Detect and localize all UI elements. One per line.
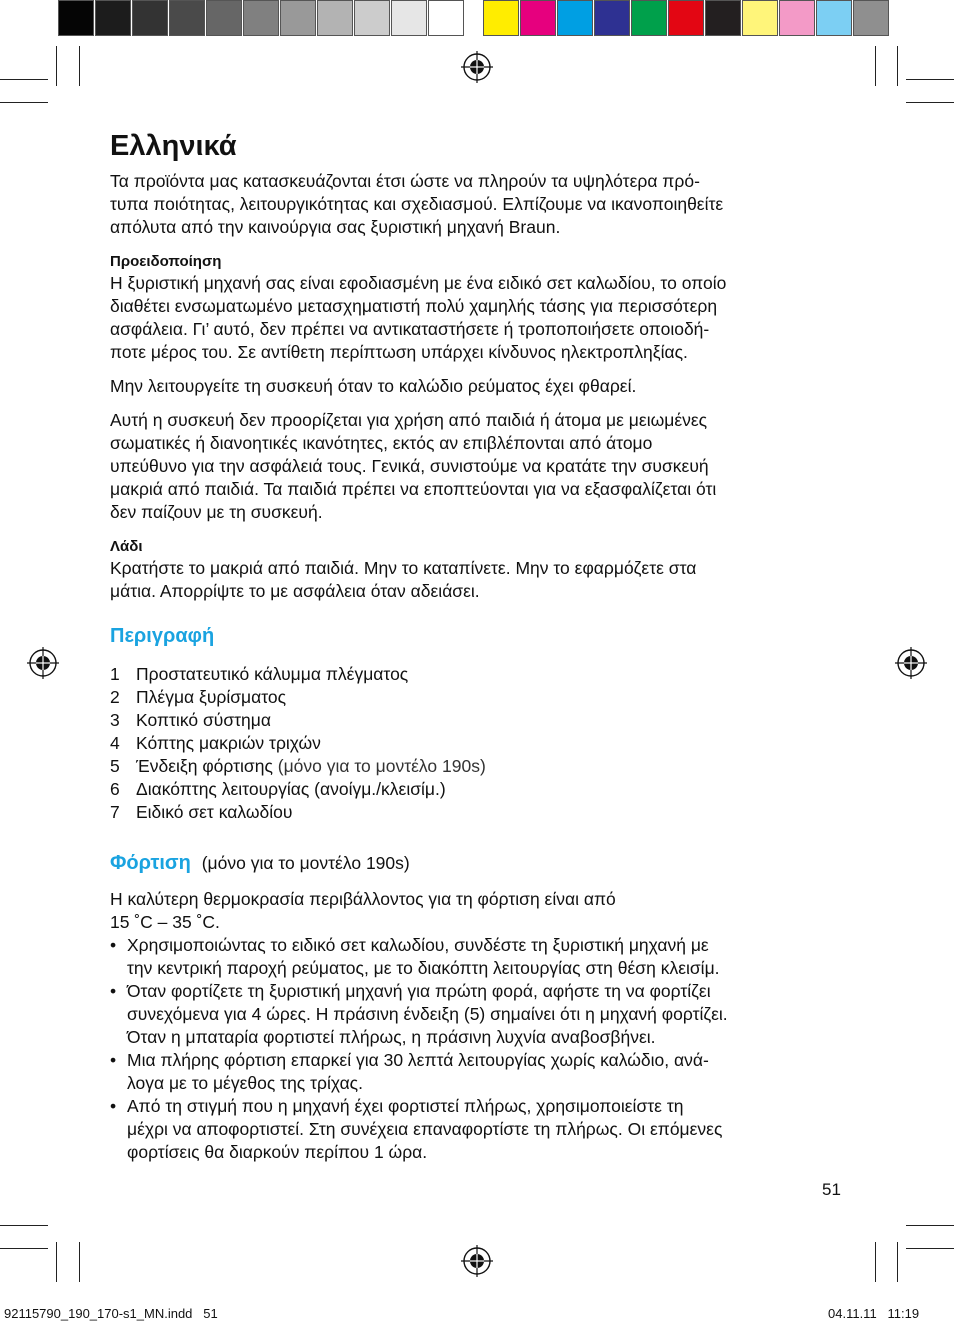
text-line: Όταν φορτίζετε τη ξυριστική μηχανή για πρώτη φορά, αφήστε τη να φορτίζει — [127, 981, 711, 1001]
page-title: Ελληνικά — [110, 130, 237, 162]
color-swatch — [779, 0, 815, 36]
text-line: Κρατήστε το μακριά από παιδιά. Μην το καταπίνετε. Μην το εφαρμόζετε στα — [110, 558, 697, 578]
bullet-icon: • — [110, 1050, 117, 1070]
crop-mark — [79, 46, 80, 86]
text-line: Χρησιμοποιώντας το ειδικό σετ καλωδίου, συνδέστε τη ξυριστική μηχανή με — [127, 935, 709, 955]
item-note: (μόνο για το μοντέλο 190s) — [277, 756, 486, 776]
bullet-icon: • — [110, 1096, 117, 1116]
crop-mark — [0, 1225, 48, 1226]
text-line: φορτίσεις θα διαρκούν περίπου 1 ώρα. — [127, 1142, 428, 1162]
item-number: 5 — [110, 756, 120, 776]
text-line: απόλυτα από την καινούργια σας ξυριστική μηχανή Braun. — [110, 217, 561, 237]
text-line: Τα προϊόντα μας κατασκευάζονται έτσι ώστε να πληρούν τα υψηλότερα πρό- — [110, 171, 700, 191]
registration-mark-icon — [27, 647, 59, 679]
item-number: 7 — [110, 802, 120, 822]
list-item — [110, 686, 850, 709]
color-swatch — [317, 0, 353, 36]
bullet-item — [110, 980, 850, 1049]
crop-mark — [897, 46, 898, 86]
list-item — [110, 801, 850, 824]
color-calibration-bar — [483, 0, 890, 38]
color-swatch — [631, 0, 667, 36]
item-number: 6 — [110, 779, 120, 799]
charging-heading-row — [110, 850, 850, 876]
slug-timestamp: 04.11.11 11:19 — [828, 1306, 920, 1321]
color-swatch — [95, 0, 131, 36]
bullet-item — [110, 1095, 850, 1164]
text-line: ασφάλεια. Γι’ αυτό, δεν πρέπει να αντικαταστήσετε ή τροποποιήσετε οποιοδή- — [110, 319, 710, 339]
item-text: Κοπτικό σύστημα — [136, 710, 271, 730]
crop-mark — [79, 1242, 80, 1282]
item-text: Διακόπτης λειτουργίας (ανοίγμ./κλεισίμ.) — [136, 779, 446, 799]
item-text — [136, 755, 486, 778]
item-number: 1 — [110, 664, 120, 684]
charging-heading: Φόρτιση — [110, 852, 191, 874]
list-item — [110, 778, 850, 801]
oil-heading: Λάδι — [110, 538, 143, 555]
text-line: διαθέτει ενσωματωμένο μετασχηματιστή πολύ χαμηλής τάσης για περισσότερη — [110, 296, 718, 316]
item-text: Κόπτης μακριών τριχών — [136, 733, 321, 753]
item-number: 4 — [110, 733, 120, 753]
oil-paragraph — [110, 557, 850, 603]
bullet-icon: • — [110, 981, 117, 1001]
item-number: 3 — [110, 710, 120, 730]
crop-mark — [0, 1248, 48, 1249]
crop-mark — [56, 46, 57, 86]
list-item — [110, 755, 850, 778]
bullet-icon: • — [110, 935, 117, 955]
registration-mark-icon — [461, 1245, 493, 1277]
list-item — [110, 732, 850, 755]
description-heading: Περιγραφή — [110, 625, 215, 647]
text-line: την κεντρική παροχή ρεύματος, με το διακόπτη λειτουργίας στη θέση κλεισίμ. — [127, 958, 720, 978]
charging-section — [110, 850, 850, 1164]
grayscale-calibration-bar — [58, 0, 465, 38]
item-text: Πλέγμα ξυρίσματος — [136, 687, 287, 707]
item-text: Προστατευτικό κάλυμμα πλέγματος — [136, 664, 409, 684]
crop-mark — [906, 1225, 954, 1226]
slug-filename: 92115790_190_170-s1_MN.indd 51 — [4, 1306, 218, 1321]
text-line: Η καλύτερη θερμοκρασία περιβάλλοντος για τη φόρτιση είναι από — [110, 889, 616, 909]
color-swatch — [742, 0, 778, 36]
item-text: Ειδικό σετ καλωδίου — [136, 802, 293, 822]
charging-intro — [110, 888, 850, 934]
color-swatch — [280, 0, 316, 36]
color-swatch — [354, 0, 390, 36]
item-number: 2 — [110, 687, 120, 707]
crop-mark — [875, 1242, 876, 1282]
text-line: συνεχόμενα για 4 ώρες. Η πράσινη ένδειξη (5) σημαίνει ότι η μηχανή φορτίζει. — [127, 1004, 728, 1024]
text-line: Μια πλήρης φόρτιση επαρκεί για 30 λεπτά λειτουργίας χωρίς καλώδιο, ανά- — [127, 1050, 709, 1070]
registration-mark-icon — [461, 51, 493, 83]
color-swatch — [483, 0, 519, 36]
crop-mark — [897, 1242, 898, 1282]
text-line: μάτια. Απορρίψτε το με ασφάλεια όταν αδειάσει. — [110, 581, 480, 601]
color-swatch — [557, 0, 593, 36]
text-line: μέχρι να αποφορτιστεί. Στη συνέχεια επαναφορτίστε τη πλήρως. Οι επόμενες — [127, 1119, 723, 1139]
color-swatch — [58, 0, 94, 36]
warning-paragraph-1 — [110, 272, 850, 364]
color-swatch — [391, 0, 427, 36]
crop-mark — [906, 1248, 954, 1249]
text-line: ποτε μέρος του. Σε αντίθετη περίπτωση υπάρχει κίνδυνος ηλεκτροπληξίας. — [110, 342, 688, 362]
charging-bullets — [110, 934, 850, 1164]
text-line: λογα με το μέγεθος της τρίχας. — [127, 1073, 363, 1093]
text-line: Όταν η μπαταρία φορτιστεί πλήρως, η πράσινη λυχνία αναβοσβήνει. — [127, 1027, 656, 1047]
page-number: 51 — [822, 1180, 841, 1199]
intro-paragraph — [110, 170, 850, 239]
page-content — [110, 128, 850, 1164]
registration-mark-icon — [895, 647, 927, 679]
text-line: δεν παίζουν με τη συσκευή. — [110, 502, 323, 522]
item-label: Ένδειξη φόρτισης — [136, 756, 278, 776]
bullet-item — [110, 934, 850, 980]
warning-paragraph-3 — [110, 409, 850, 524]
color-swatch — [816, 0, 852, 36]
color-swatch — [169, 0, 205, 36]
list-item — [110, 709, 850, 732]
list-item — [110, 663, 850, 686]
text-line: τυπα ποιότητας, λειτουργικότητας και σχεδιασμού. Ελπίζουμε να ικανοποιηθείτε — [110, 194, 724, 214]
crop-mark — [906, 102, 954, 103]
description-list — [110, 663, 850, 824]
color-swatch — [132, 0, 168, 36]
text-line: 15 ˚C – 35 ˚C. — [110, 912, 220, 932]
color-swatch — [668, 0, 704, 36]
color-swatch — [705, 0, 741, 36]
text-line: υπεύθυνο για την ασφάλειά τους. Γενικά, συνιστούμε να κρατάτε την συσκευή — [110, 456, 709, 476]
crop-mark — [0, 79, 48, 80]
color-swatch — [243, 0, 279, 36]
crop-mark — [56, 1242, 57, 1282]
text-line: σωματικές ή διανοητικές ικανότητες, εκτός αν επιβλέπονται από άτομο — [110, 433, 653, 453]
text-line: Αυτή η συσκευή δεν προορίζεται για χρήση από παιδιά ή άτομα με μειωμένες — [110, 410, 708, 430]
color-swatch — [853, 0, 889, 36]
color-swatch — [206, 0, 242, 36]
color-swatch — [520, 0, 556, 36]
text-line: Από τη στιγμή που η μηχανή έχει φορτιστεί πλήρως, χρησιμοποιείστε τη — [127, 1096, 684, 1116]
color-swatch — [594, 0, 630, 36]
charging-heading-note: (μόνο για το μοντέλο 190s) — [201, 853, 410, 873]
bullet-item — [110, 1049, 850, 1095]
warning-heading: Προειδοποίηση — [110, 253, 222, 270]
color-swatch — [428, 0, 464, 36]
warning-paragraph-2: Μην λειτουργείτε τη συσκευή όταν το καλώδιο ρεύματος έχει φθαρεί. — [110, 376, 637, 396]
text-line: μακριά από παιδιά. Τα παιδιά πρέπει να εποπτεύονται για να εξασφαλίζεται ότι — [110, 479, 717, 499]
description-section — [110, 623, 850, 824]
crop-mark — [906, 79, 954, 80]
crop-mark — [0, 102, 48, 103]
text-line: Η ξυριστική μηχανή σας είναι εφοδιασμένη με ένα ειδικό σετ καλωδίου, το οποίο — [110, 273, 727, 293]
crop-mark — [875, 46, 876, 86]
